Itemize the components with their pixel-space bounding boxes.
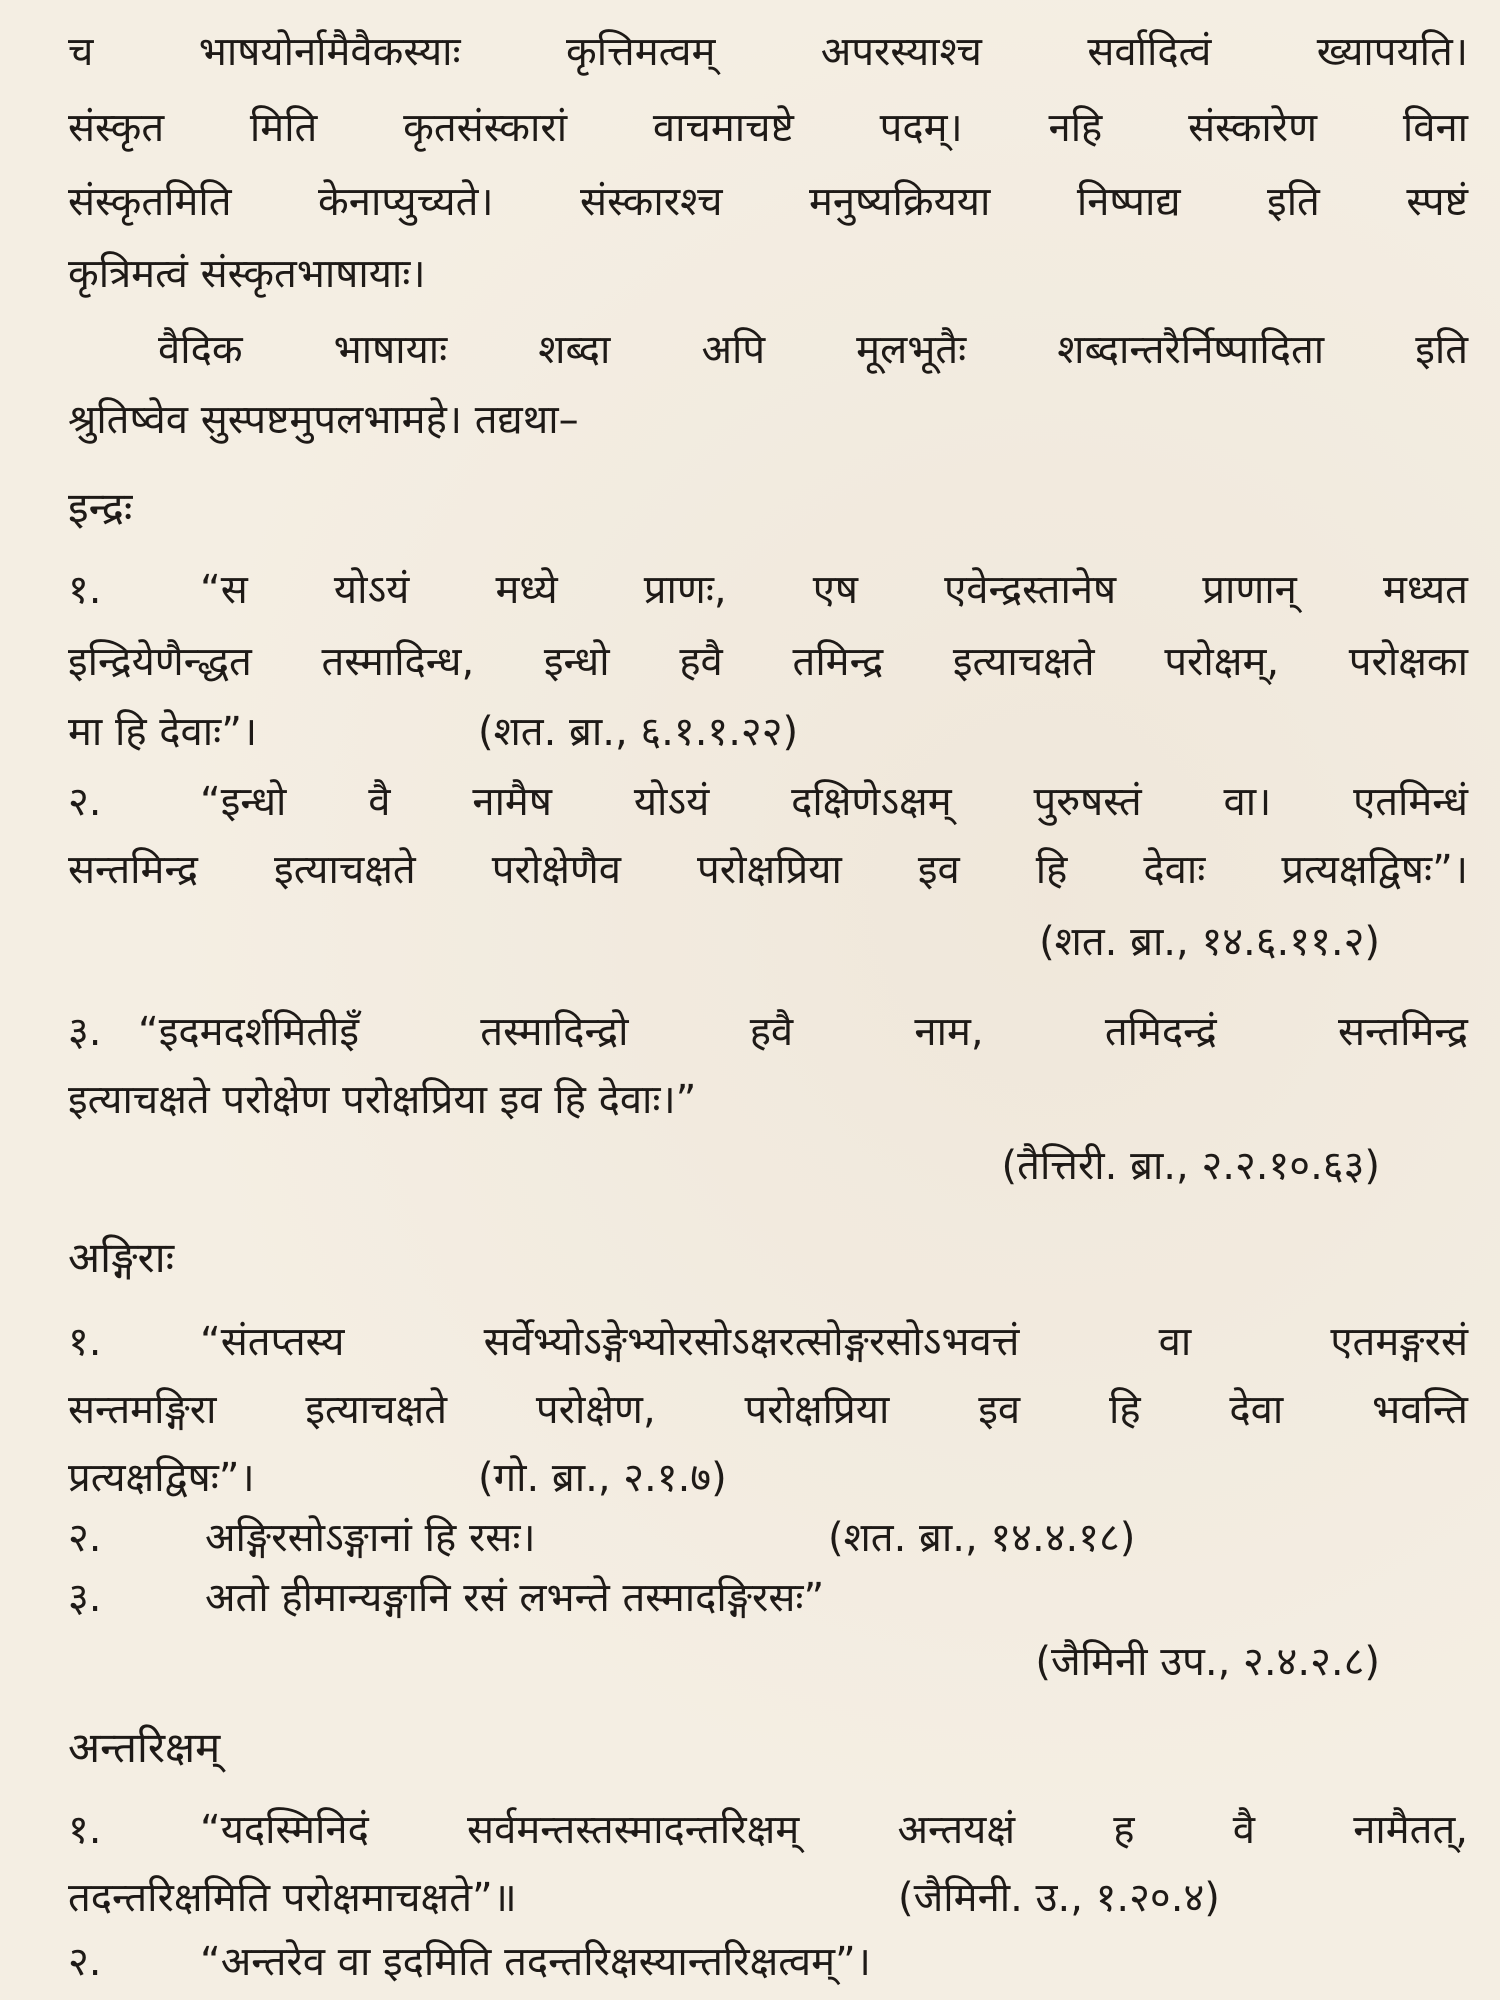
angira-quote-1-line-2: सन्तमङ्गिरा इत्याचक्षते परोक्षेण, परोक्षप्रिया इव हि देवा भवन्ति (68, 1387, 1468, 1433)
indra-quote-3-citation: (तैत्तिरी. ब्रा., २.२.१०.६३) (1001, 1143, 1380, 1189)
antariksha-quote-1-number: १. (68, 1807, 102, 1853)
angira-quote-1-line-3: प्रत्यक्षद्विषः”। (68, 1455, 255, 1501)
section-heading-indra: इन्द्रः (68, 483, 133, 532)
indra-quote-1-citation: (शत. ब्रा., ६.१.१.२२) (478, 709, 799, 755)
antariksha-quote-2-line-1: “अन्तरेव वा इदमिति तदन्तरिक्षस्यान्तरिक्षत्वम्”। (200, 1939, 871, 1985)
indra-quote-1-line-2: इन्द्रियेणैन्द्धत तस्मादिन्ध, इन्धो हवै तमिन्द्र इत्याचक्षते परोक्षम्, परोक्षका (68, 639, 1468, 685)
indra-quote-3-line-1: “इदमदर्शमितीइँ तस्मादिन्द्रो हवै नाम, तमिदन्द्रं सन्तमिन्द्र (138, 1009, 1468, 1055)
indra-quote-2-line-1: “इन्धो वै नामैष योऽयं दक्षिणेऽक्षम् पुरुषस्तं वा। एतमिन्धं (200, 779, 1468, 825)
angira-quote-1-citation: (गो. ब्रा., २.१.७) (478, 1455, 727, 1501)
antariksha-quote-1-citation: (जैमिनी. उ., १.२०.४) (898, 1875, 1220, 1921)
indra-quote-3-line-2: इत्याचक्षते परोक्षेण परोक्षप्रिया इव हि देवाः।” (68, 1077, 697, 1123)
indra-quote-2-citation: (शत. ब्रा., १४.६.११.२) (1039, 919, 1380, 965)
section-heading-angira: अङ्गिराः (68, 1233, 175, 1282)
intro-line-3: संस्कृतमिति केनाप्युच्यते। संस्कारश्च मनुष्यक्रियया निष्पाद्य इति स्पष्टं (68, 179, 1468, 225)
angira-quote-3-citation: (जैमिनी उप., २.४.२.८) (1035, 1639, 1380, 1685)
section-heading-antariksha: अन्तरिक्षम् (68, 1723, 221, 1772)
indra-quote-3-number: ३. (68, 1009, 102, 1055)
angira-quote-2-citation: (शत. ब्रा., १४.४.१८) (828, 1515, 1136, 1561)
para2-line-1: वैदिक भाषायाः शब्दा अपि मूलभूतैः शब्दान्तरैर्निष्पादिता इति (158, 327, 1468, 373)
indra-quote-1-line-1: “स योऽयं मध्ये प्राणः, एष एवेन्द्रस्तानेष प्राणान् मध्यत (200, 567, 1468, 613)
intro-line-2: संस्कृत मिति कृतसंस्कारां वाचमाचष्टे पदम्। नहि संस्कारेण विना (68, 105, 1468, 151)
indra-quote-2-line-2: सन्तमिन्द्र इत्याचक्षते परोक्षेणैव परोक्षप्रिया इव हि देवाः प्रत्यक्षद्विषः”। (68, 847, 1468, 893)
angira-quote-2-line-1: अङ्गिरसोऽङ्गानां हि रसः। (205, 1515, 536, 1561)
antariksha-quote-1-line-1: “यदस्मिनिदं सर्वमन्तस्तस्मादन्तरिक्षम् अन्तयक्षं ह वै नामैतत्, (200, 1807, 1468, 1853)
intro-line-1: च भाषयोर्नामैवैकस्याः कृत्तिमत्वम् अपरस्याश्च सर्वादित्वं ख्यापयति। (68, 29, 1468, 75)
angira-quote-3-number: ३. (68, 1575, 102, 1621)
indra-quote-1-line-3: मा हि देवाः”। (68, 709, 258, 755)
angira-quote-2-number: २. (68, 1515, 102, 1561)
antariksha-quote-1-line-2: तदन्तरिक्षमिति परोक्षमाचक्षते”॥ (68, 1875, 517, 1921)
angira-quote-3-line-1: अतो हीमान्यङ्गानि रसं लभन्ते तस्मादङ्गिरसः” (205, 1575, 825, 1621)
indra-quote-1-number: १. (68, 567, 102, 613)
indra-quote-2-number: २. (68, 779, 102, 825)
antariksha-quote-2-number: २. (68, 1939, 102, 1985)
angira-quote-1-line-1: “संतप्तस्य सर्वेभ्योऽङ्गेभ्योरसोऽक्षरत्सोङ्गरसोऽभवत्तं वा एतमङ्गरसं (200, 1319, 1468, 1365)
para2-line-2: श्रुतिष्वेव सुस्पष्टमुपलभामहे। तद्यथा– (68, 397, 579, 443)
angira-quote-1-number: १. (68, 1319, 102, 1365)
intro-line-4: कृत्रिमत्वं संस्कृतभाषायाः। (68, 251, 426, 297)
